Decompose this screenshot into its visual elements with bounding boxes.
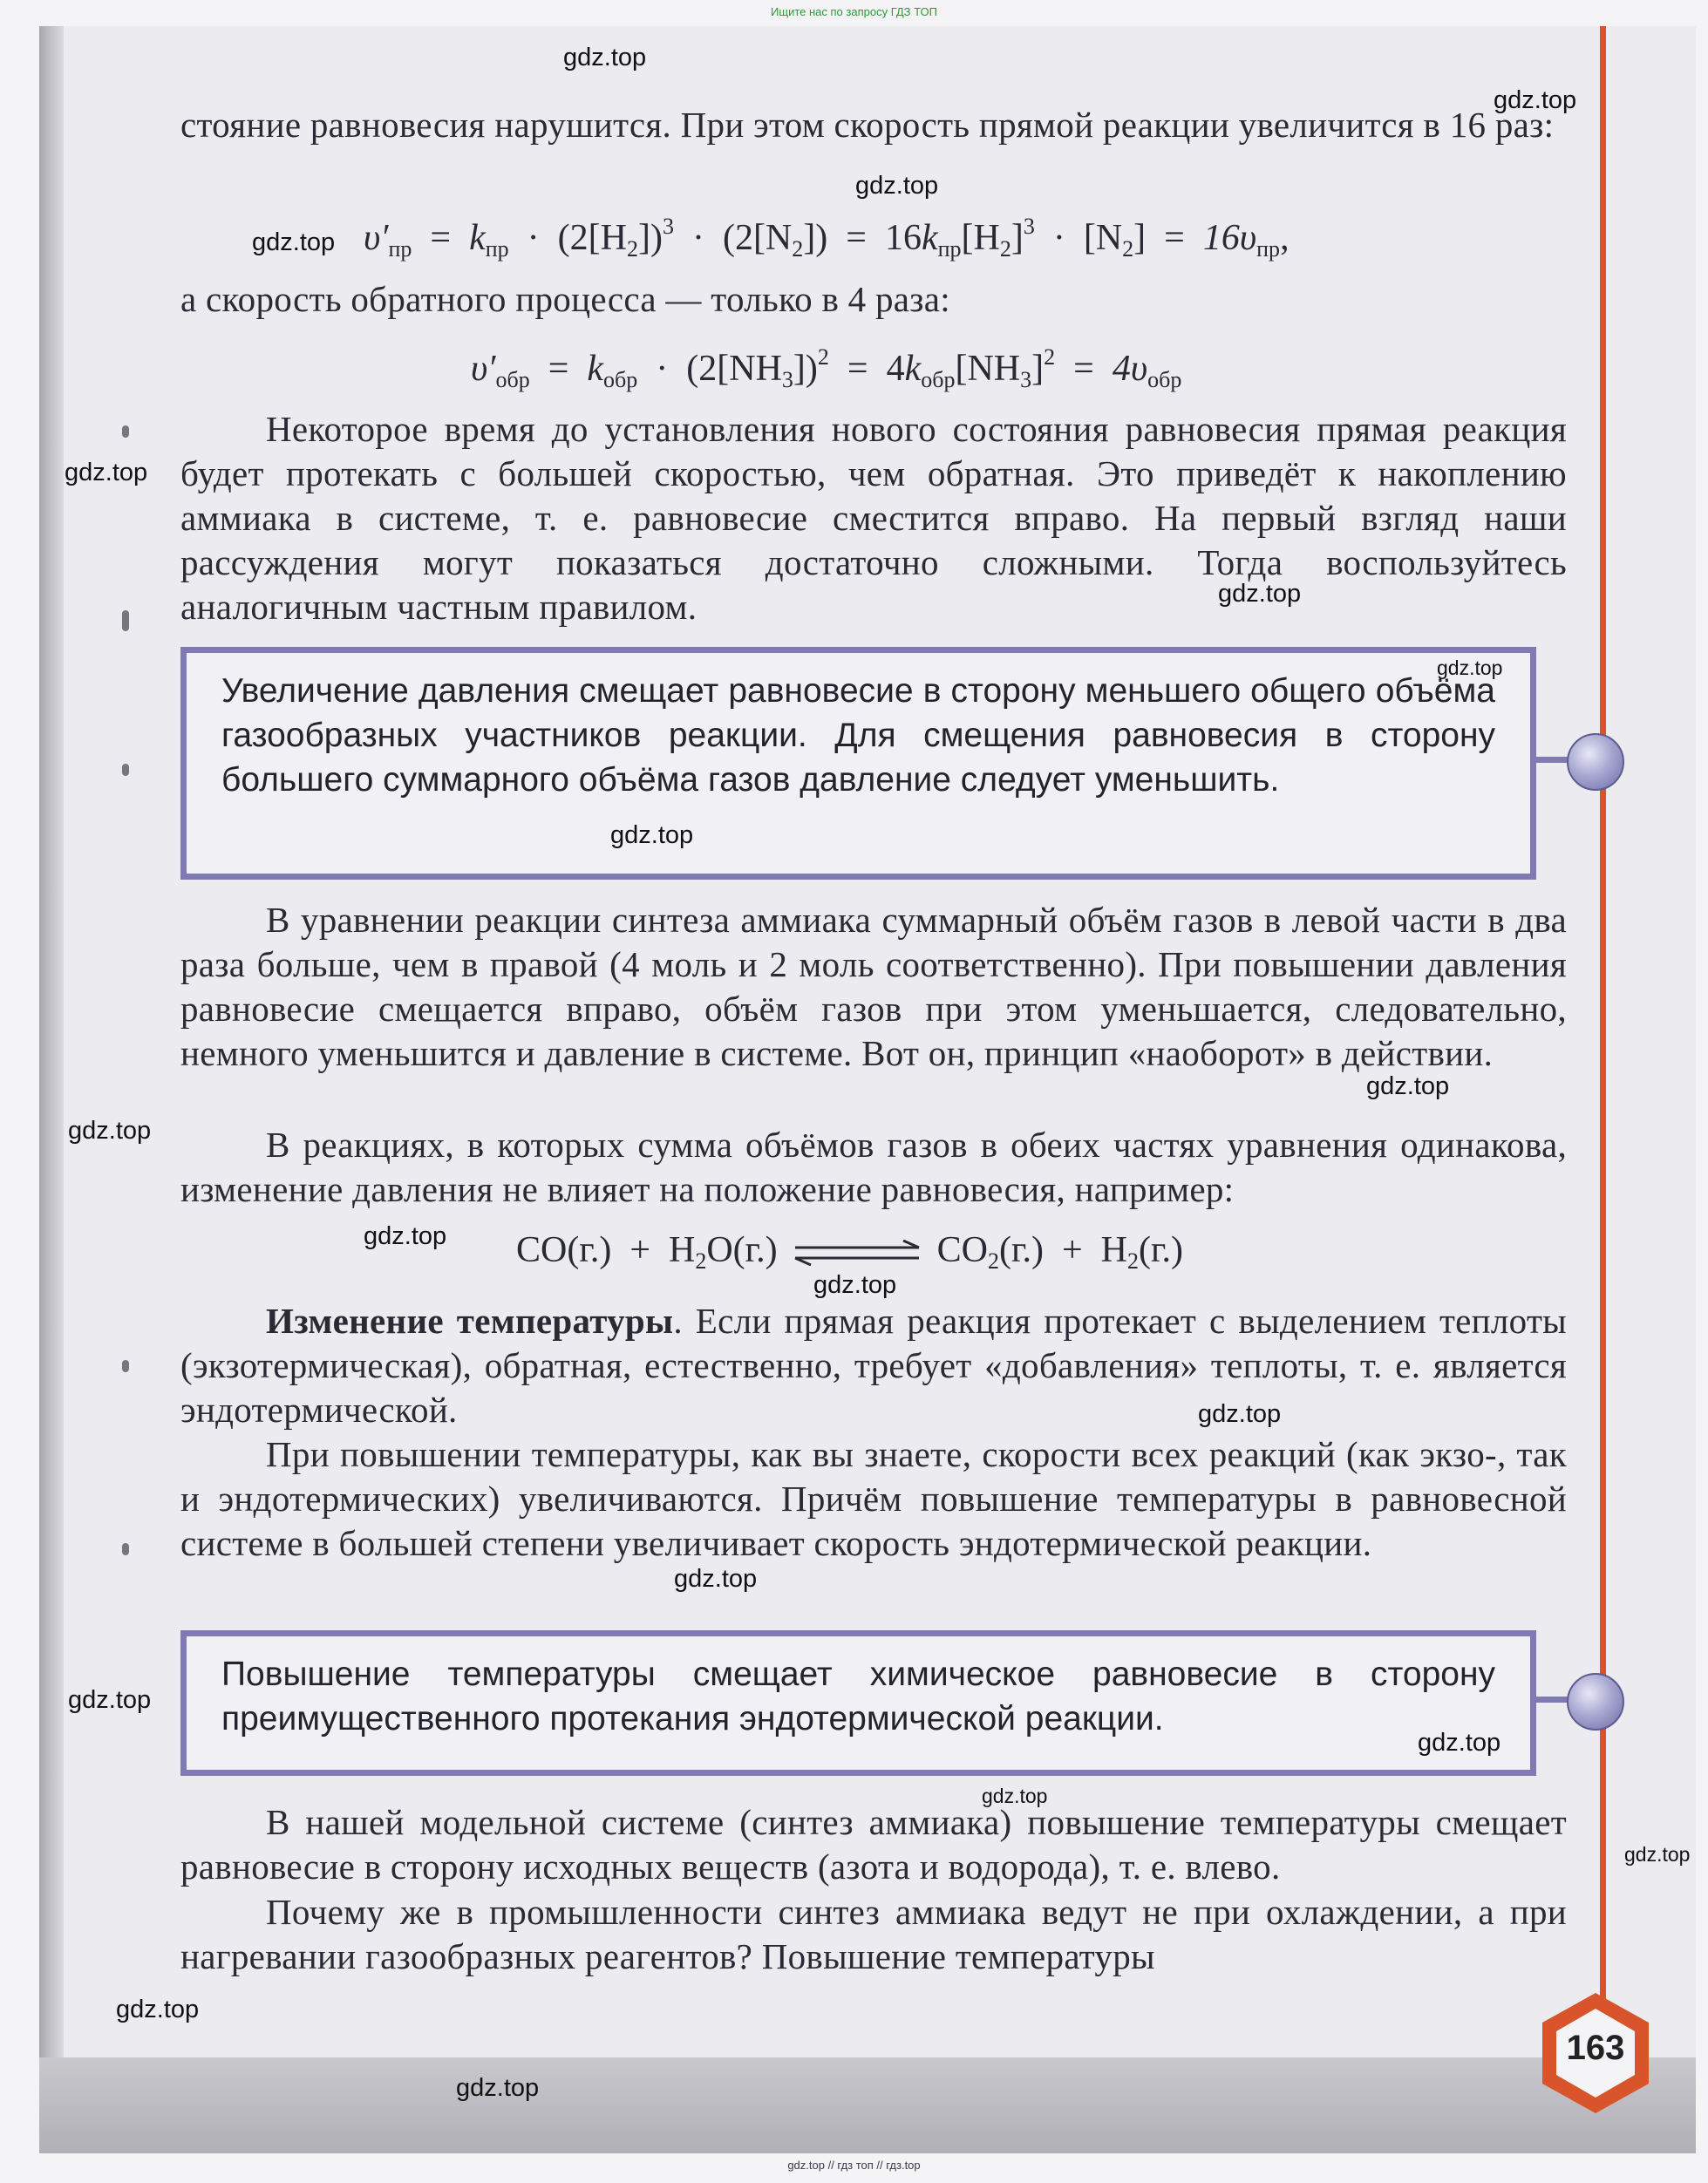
watermark: gdz.top bbox=[68, 1117, 152, 1145]
section-heading-temperature: Изменение температуры bbox=[266, 1301, 674, 1341]
watermark: gdz.top bbox=[364, 1222, 447, 1250]
rule-pressure-text: Увеличение давления смещает равновесие в сторону меньшего общего объёма газообразных участников реакции. Для смещения равновесия в сторону большего суммарного объёма газов давление следует уменьшить. bbox=[221, 672, 1495, 799]
rule-box-pressure bbox=[180, 647, 1536, 880]
bottom-note: gdz.top // гдз топ // гдз.top bbox=[787, 2159, 921, 2172]
watermark: gdz.top bbox=[982, 1785, 1048, 1807]
watermark: gdz.top bbox=[68, 1686, 152, 1714]
top-note: Ищите нас по запросу ГДЗ ТОП bbox=[771, 5, 937, 18]
formula-reverse-rate: $\upsilon'_{обр} = k_{обр} \cdot (2[NH_3])^2 = 4k_{обр}[NH_3]^2 = 4\upsilon_{обр}$ bbox=[471, 344, 1182, 392]
watermark: gdz.top bbox=[563, 44, 647, 71]
rule-connector bbox=[1536, 1697, 1571, 1703]
margin-knob-icon bbox=[1567, 1673, 1624, 1731]
rule-connector bbox=[1536, 757, 1571, 763]
margin-speck bbox=[122, 764, 129, 776]
red-margin-line bbox=[1600, 26, 1606, 2114]
watermark: gdz.top bbox=[456, 2074, 540, 2102]
watermark: gdz.top bbox=[1366, 1072, 1450, 1100]
watermark: gdz.top bbox=[813, 1271, 897, 1299]
paragraph-7: При повышении температуры, как вы знаете, скорости всех реакций (как экзо-, так и эндотермических) увеличиваются. Причём повышение температуры в равновесной системе в большей степени увеличивает скорость эндотермической реакции. bbox=[180, 1434, 1567, 1563]
watermark: gdz.top bbox=[855, 172, 939, 200]
formula-forward-rate: $\upsilon'_{пр} = k_{пр} \cdot (2[H_2])^3 \cdot (2[N_2]) = 16k_{пр}[H_2]^3 \cdot [N_2] = 16\upsilon_{пр}$, bbox=[364, 214, 1290, 262]
watermark: gdz.top bbox=[1198, 1400, 1282, 1428]
watermark: gdz.top bbox=[610, 821, 694, 849]
paragraph-3: Некоторое время до установления нового состояния равновесия прямая реакция будет протекать с большей скоростью, чем обратная. Это приведёт к накоплению аммиака в системе, т. е. равновесие сместится вправо. На первый взгляд наши рассуждения могут показаться достаточно сложными. Тогда воспользуйтесь аналогичным частным правилом. bbox=[180, 409, 1567, 627]
paragraph-1: стояние равновесия нарушится. При этом скорость прямой реакции увеличится в 16 раз: bbox=[180, 105, 1555, 145]
reversible-arrow-icon bbox=[792, 1240, 922, 1266]
watermark: gdz.top bbox=[674, 1565, 758, 1593]
watermark: gdz.top bbox=[116, 1996, 200, 2023]
watermark: gdz.top bbox=[1494, 86, 1577, 114]
rule-temperature-text: Повышение температуры смещает химическое равновесие в сторону преимущественного протекания эндотермической реакции. bbox=[221, 1656, 1495, 1738]
watermark: gdz.top bbox=[1418, 1729, 1501, 1757]
margin-speck bbox=[122, 1360, 129, 1372]
margin-knob-icon bbox=[1567, 733, 1624, 791]
rule-box-temperature bbox=[180, 1630, 1536, 1776]
paragraph-2: а скорость обратного процесса — только в 4 раза: bbox=[180, 279, 950, 319]
paragraph-8: В нашей модельной системе (синтез аммиака) повышение температуры смещает равновесие в сторону исходных веществ (азота и водорода), т. е. влево. bbox=[180, 1802, 1567, 1887]
margin-speck bbox=[122, 610, 129, 631]
margin-speck bbox=[122, 425, 129, 438]
watermark: gdz.top bbox=[252, 228, 336, 256]
equilibrium-equation: $CO(г.) + H_2O(г.) CO_2(г.) + H_2(г.)$ bbox=[516, 1230, 1183, 1274]
watermark: gdz.top bbox=[1624, 1843, 1691, 1866]
page-number: 163 bbox=[1566, 2029, 1625, 2067]
watermark: gdz.top bbox=[1218, 580, 1302, 608]
paragraph-4: В уравнении реакции синтеза аммиака суммарный объём газов в левой части в два раза больше, чем в правой (4 моль и 2 моль соответственно). При повышении давления равновесие смещается вправо, объём газов при этом уменьшается, следовательно, немного уменьшится и давление в системе. Вот он, принцип «наоборот» в действии. bbox=[180, 900, 1567, 1073]
paragraph-9: Почему же в промышленности синтез аммиака ведут не при охлаждении, а при нагревании газообразных реагентов? Повышение температуры bbox=[180, 1892, 1567, 1976]
paragraph-6: Изменение температуры. Если прямая реакция протекает с выделением теплоты (экзотермическая), обратная, естественно, требует «добавления» теплоты, т. е. является эндотермической. bbox=[180, 1301, 1568, 1430]
margin-speck bbox=[122, 1543, 129, 1555]
paragraph-5: В реакциях, в которых сумма объёмов газов в обеих частях уравнения одинакова, изменение давления не влияет на положение равновесия, например: bbox=[180, 1125, 1567, 1209]
page-gutter-shadow bbox=[39, 26, 64, 2153]
watermark: gdz.top bbox=[65, 459, 148, 486]
watermark: gdz.top bbox=[1437, 656, 1503, 679]
bottom-band bbox=[39, 2057, 1696, 2153]
